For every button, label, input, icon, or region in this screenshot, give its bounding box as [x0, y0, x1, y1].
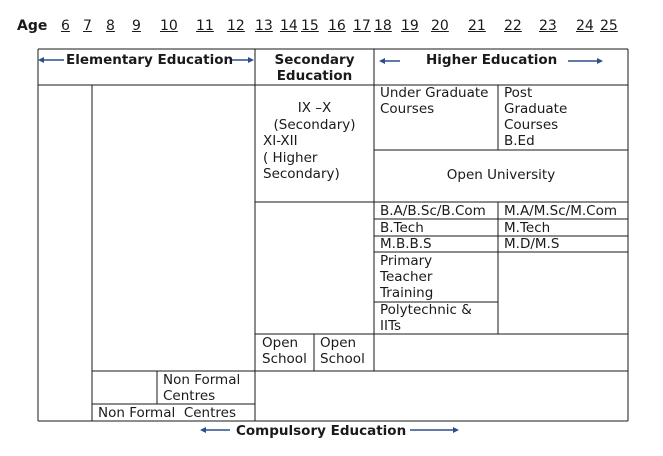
secondary-education-header-line1: Secondary: [274, 52, 355, 68]
age-10: 10: [160, 18, 178, 34]
degree-ma-msc-mcom: M.A/M.Sc/M.Com: [504, 203, 617, 219]
age-6: 6: [61, 18, 70, 34]
open-school-left-line1: Open: [262, 335, 299, 351]
age-16: 16: [328, 18, 346, 34]
age-18: 18: [374, 18, 392, 34]
open-school-right-line1: Open: [320, 335, 357, 351]
higher-education-header: Higher Education: [426, 52, 558, 68]
degree-mbbs: M.B.B.S: [380, 236, 432, 252]
age-9: 9: [132, 18, 141, 34]
age-15: 15: [301, 18, 319, 34]
open-school-right-line2: School: [320, 351, 365, 367]
age-12: 12: [227, 18, 245, 34]
degree-btech: B.Tech: [380, 220, 424, 236]
degree-md-ms: M.D/M.S: [504, 236, 560, 252]
secondary-education-header-line2: Education: [276, 68, 353, 84]
undergraduate-line2: Courses: [380, 101, 435, 117]
age-17: 17: [353, 18, 371, 34]
age-25: 25: [600, 18, 618, 34]
non-formal-centres-line2: Centres: [163, 388, 216, 404]
polytechnic-line1: Polytechnic &: [380, 302, 472, 318]
higher-secondary-line2: Secondary): [263, 166, 340, 182]
undergraduate-line1: Under Graduate: [380, 85, 489, 101]
compulsory-education-label: Compulsory Education: [236, 423, 407, 439]
age-11: 11: [196, 18, 214, 34]
postgraduate-line1: Post: [504, 85, 533, 101]
ptt-line2: Teacher: [380, 269, 433, 285]
degree-ba-bsc-bcom: B.A/B.Sc/B.Com: [380, 203, 486, 219]
non-formal-centres-line1: Non Formal: [163, 372, 241, 388]
secondary-label: (Secondary): [273, 117, 356, 133]
age-21: 21: [468, 18, 486, 34]
degree-mtech: M.Tech: [504, 220, 551, 236]
non-formal-centres-bottom: Non Formal Centres: [98, 405, 236, 421]
age-23: 23: [539, 18, 557, 34]
secondary-xi-xii: XI-XII: [263, 133, 298, 149]
age-13: 13: [255, 18, 273, 34]
secondary-ix-x: IX –X: [297, 100, 332, 116]
bed-label: B.Ed: [504, 133, 535, 149]
age-20: 20: [431, 18, 449, 34]
postgraduate-line2: Graduate: [504, 101, 568, 117]
age-19: 19: [401, 18, 419, 34]
age-24: 24: [576, 18, 594, 34]
age-7: 7: [83, 18, 92, 34]
ptt-line1: Primary: [380, 253, 433, 269]
polytechnic-line2: IITs: [380, 318, 402, 334]
age-8: 8: [106, 18, 115, 34]
postgraduate-line3: Courses: [504, 117, 559, 133]
higher-secondary-line1: ( Higher: [263, 150, 318, 166]
ptt-line3: Training: [380, 285, 434, 301]
open-school-left-line2: School: [262, 351, 307, 367]
age-14: 14: [280, 18, 298, 34]
age-22: 22: [504, 18, 522, 34]
age-label: Age: [17, 18, 48, 34]
open-university: Open University: [446, 167, 556, 183]
elementary-education-header: Elementary Education: [66, 52, 234, 68]
